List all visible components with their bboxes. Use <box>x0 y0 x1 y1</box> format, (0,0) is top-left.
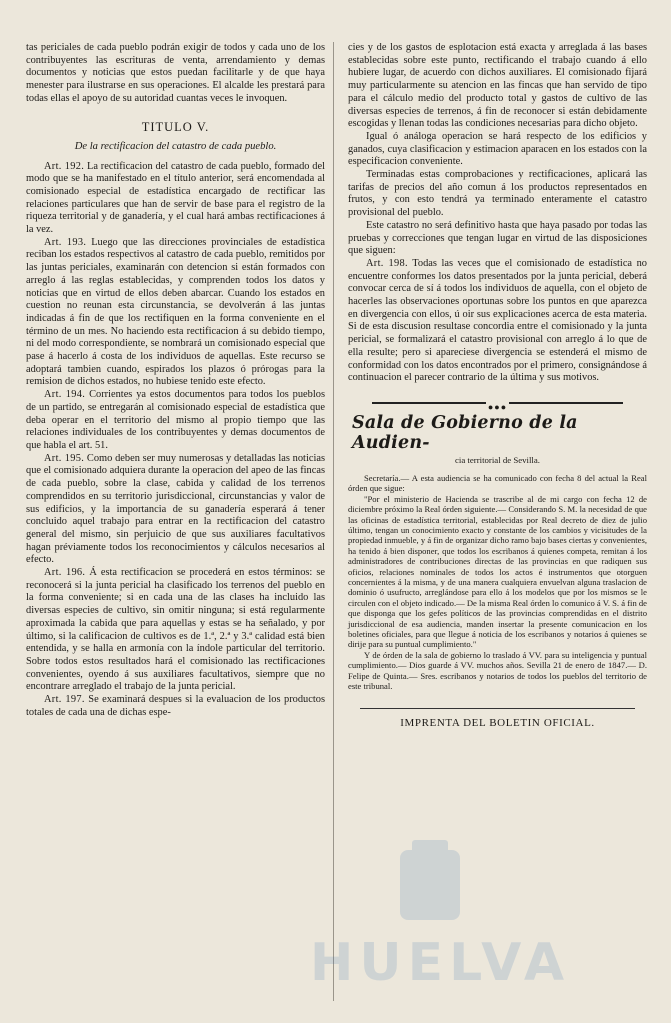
article-text: Corrientes ya estos documentos para todos los pueblos de un partido, se entregarán al comisionado especial de estadística que deba operar en el territorio del mismo al propio tiempo que las relaciones individuales de los contribuyentes y demas documentos de que habla el art. 51. <box>26 389 325 451</box>
article-paragraph <box>348 131 647 169</box>
intro-paragraph: tas periciales de cada pueblo podrán exigir de todos y cada uno de los contribuyentes las escrituras de venta, arrendamiento y demas documentos y noticias que estos puedan facilitarle y de que haya menester para ilustrarse en sus operaciones. El alcalde les prestará para todas ellas el apoyo de su autoridad cuantas veces le invoquen. <box>26 42 325 104</box>
article-paragraph <box>348 169 647 220</box>
ornament-line-right <box>509 402 623 404</box>
article-text: Luego que las direcciones provinciales de estadística reciban los estados respectivos al catastro de cada pueblo, remitidos por las juntas periciales, examinarán con detencion si están formados con arreglo á las reglas establecidas, y comprenden todos los datos y noticias que en virtud de ellos deben abarcar. Cuando los estados en cuestion no reunan esta circunstancia, se devolverán á las juntas indicadas á fin de que los rectifiquen en la forma conveniente en el término de un mes. No haciendo esta rectificacion á su debido tiempo, ni del modo correspondiente, se nombrará un comisionado especial que pase á hacerlo á costa de los individuos de aquellas. Este recurso se adoptará tambien cuando, espirados los plazos ó prórogas para la remision de dichos estados, no hubiese tenido este efecto. <box>26 236 325 388</box>
watermark-text: HUELVA <box>309 933 571 993</box>
left-articles <box>26 161 325 720</box>
decree-paragraph: Y de órden de la sala de gobierno lo traslado á VV. para su inteligencia y puntual cumplimiento.— Dios guarde á VV. muchos años. Sevilla 21 de enero de 1847.— D. Felipe de Quinta.— Sres. escribanos y notarios de todos los pueblos del territorio de este tribunal. <box>348 649 647 692</box>
ornament-dots-icon: ●●● <box>487 401 508 412</box>
titulo-subheading: De la rectificacion del catastro de cada pueblo. <box>74 140 277 152</box>
ornament-line-left <box>372 402 486 404</box>
article-number: Art. 197. <box>44 694 85 706</box>
article-paragraph <box>26 567 325 694</box>
article-number: Art. 192. <box>44 160 85 172</box>
article-paragraph <box>26 694 325 719</box>
article-number: Art. 198. <box>366 257 408 269</box>
article-text: Este catastro no será definitivo hasta que haya pasado por todas las pruebas y correcciones que tengan lugar en virtud de las disposiciones que siguen: <box>348 219 647 257</box>
article-number: Art. 196. <box>44 567 86 579</box>
decree-paragraph: "Por el ministerio de Hacienda se trascribe al de mi cargo con fecha 12 de diciembre próximo la Real órden siguiente.— Considerando S. M. la necesidad de que las oficinas de estadística territorial, establecidas por Real decreto de diez de julio último, tengan un conocimiento exacto y constante de los cambios y vicisitudes de la propiedad inmueble, y á fin de organizar dicho ramo bajo bases ciertas y convenientes, ha tenido á bien disponer, que todos los escribanos á quienes competa, remitan á los administradores de contribuciones directas de las provincias en que radiquen sus oficios, relaciones nominales de todos los actos é instrumentos que otorguen concernientes á la misma, y de una manera cualquiera envuelvan alguna traslacion de dominio ó usufructo, arreglándose para ello á los modelos que por los mismos se le circulen con el objeto indicado.— De la misma Real órden lo comunico á V. S. á fin de que disponga que los gefes políticos de las provincias comprendidas en el distrito jurisdiccional de esa audiencia, manden insertar la presente comunicacion en los boletines oficiales, para que llegue á noticia de los escribanos y notarios á quienes se dirije para su puntual cumplimiento." <box>348 493 647 650</box>
columns <box>26 42 647 1001</box>
article-text: Todas las veces que el comisionado de estadística no encuentre conformes los datos presentados por la junta pericial, deberá convocar cerca de sí á todos los individuos de aquella, con el objeto de hacerles las observaciones oportunas sobre los puntos en que aparezca en divergencia con ellos, ú oir sus explicaciones acerca de esta materia. Si de esta discusion resultase concordia entre el comisionado y la junta pericial, se formalizará el catastro provisional con arreglo á lo que de ella resulte; pero si apareciese divergencia se estenderá el mismo de conformidad con los datos encontrados por el primero, consignándose á continuacion el parecer contrario de la última y sus motivos. <box>348 257 647 384</box>
article-paragraph <box>26 389 325 453</box>
article-paragraph <box>348 220 647 258</box>
article-number: Art. 194. <box>44 389 86 401</box>
article-number: Art. 195. <box>44 452 85 464</box>
article-paragraph <box>26 161 325 237</box>
sala-subheading: cia territorial de Sevilla. <box>454 454 540 465</box>
article-text: Terminadas estas comprobaciones y rectificaciones, aplicará las tarifas de precios del año comun á los productos representados en frutos, y con esto tendrá ya terminado enteramente el catastro provisional del pueblo. <box>348 169 647 219</box>
article-paragraph <box>348 42 647 131</box>
article-paragraph <box>348 258 647 385</box>
article-paragraph <box>26 453 325 567</box>
section-ornament <box>348 397 647 412</box>
decree-paragraphs <box>348 473 647 692</box>
article-number: Art. 193. <box>44 236 87 248</box>
titulo-heading: TITULO V. <box>141 119 210 134</box>
left-column <box>26 42 334 1001</box>
article-text: Igual ó análoga operacion se hará respecto de los edificios y ganados, cuya clasificacion y estimacion aparacen en los estados con la especificacion conveniente. <box>348 130 647 168</box>
right-column <box>344 42 647 1001</box>
right-paragraphs <box>348 42 647 385</box>
article-text: Como deben ser muy numerosas y detalladas las noticias que el comisionado adquiera durante la operacion del apeo de las fincas de cada pueblo, sobre la clase, cabida y calidad de los terrenos comprendidos en su territorio jurisdiccional, circunstancias y valor de sus edificios, y la importancia de su ganadería esperará á tener concluido aquel trabajo para entrar en la rectificacion del catastro general del mismo, sin perjuicio de que sus auxiliares facultativos hagan préviamente todos los reconocimientos y cálculos necesarios al efecto. <box>26 452 325 566</box>
footer-rule <box>360 708 635 709</box>
sala-heading: Sala de Gobierno de la Audien- <box>352 412 578 453</box>
article-text: Á esta rectificacion se procederá en estos términos: se reconocerá si la junta pericial ha clasificado los terrenos del pueblo en la forma conveniente; si en cada una de las clases ha incluido las diversas especies de cultivo, sin omitir ninguna; si está regularmente aproximada la cabida que para aquellas y estas se ha señalado, y por último, si la calificacion de cultivos es de 1.ª, 2.ª y 3.ª calidad está bien entendida, y se halla en armonía con la índole particular del territorio. Sobre todos estos resultados hará el comisionado las rectificaciones convenientes, oyendo á sus auxiliares facultativos, siempre que no encontrare arreglado el trabajo de la junta pericial. <box>26 567 325 693</box>
decree-paragraph: Secretaría.— A esta audiencia se ha comunicado con fecha 8 del actual la Real órden que sigue: <box>348 472 647 494</box>
article-text: cies y de los gastos de esplotacion está exacta y arreglada á las bases establecidas sobre este punto, rectificando el trabajo cuando á ello hubiere lugar, de acuerdo con dichos auxiliares. El comisionado fijará muy particularmente su atencion en las fincas que han servido de tipo para el cálculo medio del producto total y gastos de cultivo de las diversas especies de terrenos, á fin de reconocer si están debidamente escogidas y llenan todas las condiciones necesarias para dicho objeto. <box>348 42 647 130</box>
article-text: Se examinará despues si la evaluacion de los productos totales de cada una de dichas espe- <box>26 694 325 718</box>
article-text: La rectificacion del catastro de cada pueblo, formado del modo que se ha manifestado en el título anterior, será encomendada al comisionado especial de estadística encargado de rectificar las relaciones particulares que han de servir de base para el registro de la riqueza territorial y de ganadería, y el cual hará ambas rectificaciones á la vez. <box>26 160 325 236</box>
imprenta-footer: IMPRENTA DEL BOLETIN OFICIAL. <box>400 716 595 729</box>
article-paragraph <box>26 237 325 389</box>
